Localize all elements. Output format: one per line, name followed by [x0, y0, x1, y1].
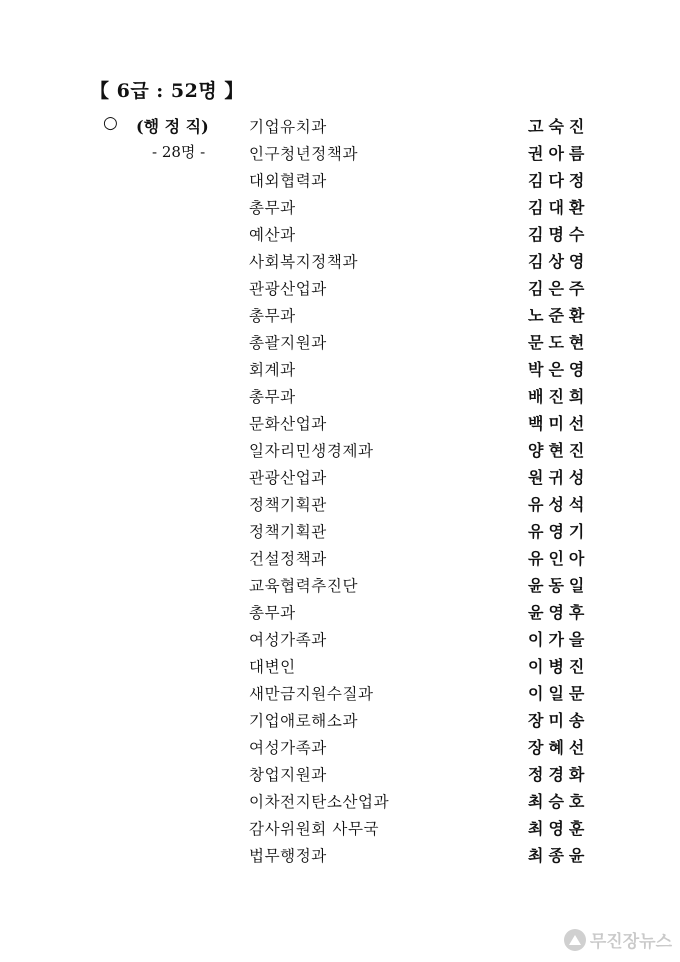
- person-name: 최종윤: [528, 846, 590, 865]
- list-item: [0, 248, 680, 275]
- department-name: 새만금지원수질과: [249, 685, 374, 703]
- list-item: [0, 518, 680, 545]
- mountain-logo-icon: [564, 929, 586, 951]
- person-name: 김상영: [528, 252, 590, 271]
- department-name: 사회복지정책과: [249, 253, 359, 271]
- personnel-list: [0, 113, 680, 869]
- list-item: [0, 302, 680, 329]
- department-name: 문화산업과: [249, 415, 327, 433]
- department-name: 총괄지원과: [249, 334, 327, 352]
- person-name: 양현진: [528, 441, 590, 460]
- department-name: 이차전지탄소산업과: [249, 793, 390, 811]
- department-name: 창업지원과: [249, 766, 327, 784]
- list-item: [0, 491, 680, 518]
- list-item: [0, 842, 680, 869]
- job-category-label: (행 정 직): [136, 117, 209, 136]
- person-name: 김대환: [528, 198, 590, 217]
- list-item: [0, 680, 680, 707]
- person-name: 원귀성: [528, 468, 590, 487]
- list-item: [0, 761, 680, 788]
- person-name: 배진희: [528, 387, 590, 406]
- list-item: [0, 572, 680, 599]
- list-item: [0, 383, 680, 410]
- job-category-count: - 28명 -: [152, 143, 206, 161]
- list-item: [0, 653, 680, 680]
- department-name: 관광산업과: [249, 469, 327, 487]
- list-item: [0, 275, 680, 302]
- person-name: 문도현: [528, 333, 590, 352]
- department-name: 건설정책과: [249, 550, 327, 568]
- department-name: 기업애로해소과: [249, 712, 359, 730]
- list-item: [0, 329, 680, 356]
- person-name: 김다정: [528, 171, 590, 190]
- person-name: 김명수: [528, 225, 590, 244]
- department-name: 여성가족과: [249, 631, 327, 649]
- list-item: [0, 464, 680, 491]
- list-item: [0, 410, 680, 437]
- department-name: 인구청년정책과: [249, 145, 359, 163]
- person-name: 김은주: [528, 279, 590, 298]
- department-name: 총무과: [249, 604, 296, 622]
- department-name: 정책기획관: [249, 523, 327, 541]
- list-item: [0, 734, 680, 761]
- list-item: [0, 626, 680, 653]
- list-item: [0, 815, 680, 842]
- person-name: 최영훈: [528, 819, 590, 838]
- list-item: [0, 356, 680, 383]
- list-item: [0, 599, 680, 626]
- person-name: 정경화: [528, 765, 590, 784]
- list-item: [0, 437, 680, 464]
- list-item: [0, 194, 680, 221]
- person-name: 박은영: [528, 360, 590, 379]
- list-item: [0, 113, 680, 140]
- department-name: 법무행정과: [249, 847, 327, 865]
- list-item: [0, 167, 680, 194]
- watermark-logo: [564, 927, 672, 952]
- person-name: 이병진: [528, 657, 590, 676]
- watermark-text: 무진장뉴스: [589, 932, 672, 952]
- person-name: 고숙진: [528, 117, 590, 136]
- department-name: 총무과: [249, 388, 296, 406]
- department-name: 관광산업과: [249, 280, 327, 298]
- department-name: 정책기획관: [249, 496, 327, 514]
- person-name: 윤영후: [528, 603, 590, 622]
- department-name: 대외협력과: [249, 172, 327, 190]
- person-name: 윤동일: [528, 576, 590, 595]
- department-name: 총무과: [249, 199, 296, 217]
- department-name: 일자리민생경제과: [249, 442, 374, 460]
- list-item: [0, 707, 680, 734]
- department-name: 예산과: [249, 226, 296, 244]
- grade-heading: 【 6급 : 52명 】: [90, 80, 244, 102]
- person-name: 권아름: [528, 144, 590, 163]
- department-name: 대변인: [249, 658, 296, 676]
- department-name: 회계과: [249, 361, 296, 379]
- bullet-circle-icon: ○: [103, 113, 118, 133]
- list-item: [0, 140, 680, 167]
- person-name: 백미선: [528, 414, 590, 433]
- department-name: 감사위원회 사무국: [249, 820, 380, 838]
- department-name: 총무과: [249, 307, 296, 325]
- person-name: 유인아: [528, 549, 590, 568]
- person-name: 이가을: [528, 630, 590, 649]
- department-name: 여성가족과: [249, 739, 327, 757]
- person-name: 장미송: [528, 711, 590, 730]
- person-name: 노준환: [528, 306, 590, 325]
- list-item: [0, 545, 680, 572]
- list-item: [0, 221, 680, 248]
- department-name: 교육협력추진단: [249, 577, 359, 595]
- person-name: 유성석: [528, 495, 590, 514]
- person-name: 장혜선: [528, 738, 590, 757]
- person-name: 유영기: [528, 522, 590, 541]
- department-name: 기업유치과: [249, 118, 327, 136]
- list-item: [0, 788, 680, 815]
- person-name: 최승호: [528, 792, 590, 811]
- person-name: 이일문: [528, 684, 590, 703]
